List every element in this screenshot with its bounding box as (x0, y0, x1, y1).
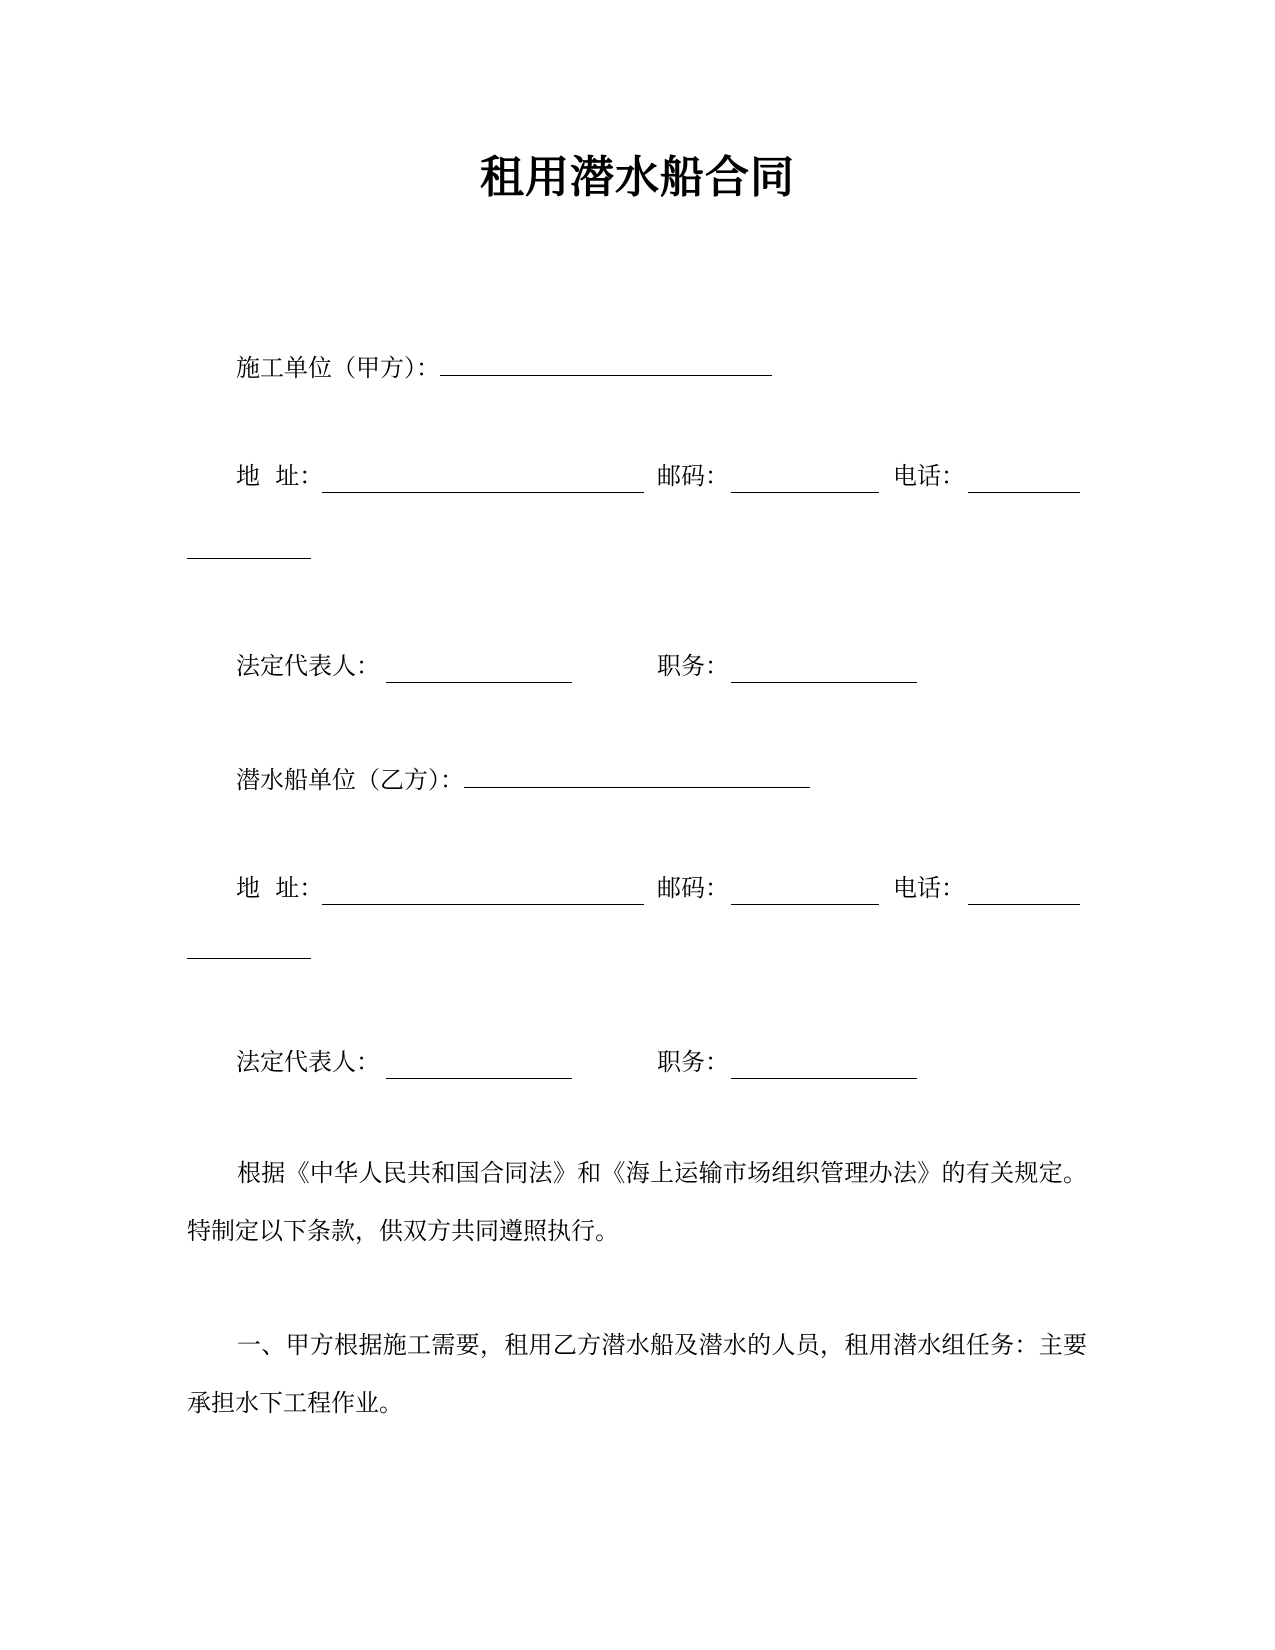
party-b-rep-blank[interactable] (386, 1056, 572, 1079)
party-a-contact-row (236, 460, 323, 492)
party-b-address-blank[interactable] (322, 882, 644, 905)
party-a-phone-blank-continued[interactable] (187, 536, 311, 559)
party-a-position-label: 职务： (657, 652, 729, 680)
clause-1-paragraph: 一、甲方根据施工需要，租用乙方潜水船及潜水的人员，租用潜水组任务：主要承担水下工程作业。 (187, 1331, 1087, 1417)
party-a-phone-blank[interactable] (968, 470, 1080, 493)
party-a-address-blank[interactable] (322, 470, 644, 493)
document-title: 租用潜水船合同 (480, 152, 795, 203)
party-b-unit-blank[interactable] (464, 765, 810, 788)
party-a-position-blank[interactable] (731, 660, 917, 683)
party-b-rep-label: 法定代表人： (236, 1048, 380, 1076)
party-b-address-label: 地 址： (236, 874, 324, 902)
party-a-rep-label: 法定代表人： (236, 652, 380, 680)
party-b-position-label: 职务： (657, 1048, 729, 1076)
party-b-postcode-label: 邮码： (657, 874, 729, 902)
party-a-postcode-blank[interactable] (731, 470, 879, 493)
party-a-phone-label: 电话： (893, 462, 965, 490)
party-a-rep-blank[interactable] (386, 660, 572, 683)
party-a-unit-label: 施工单位（甲方）： (236, 354, 440, 382)
party-a-unit-blank[interactable] (440, 353, 772, 376)
party-a-postcode-label: 邮码： (657, 462, 729, 490)
party-a-unit-row (236, 352, 772, 384)
party-a-address-label: 地 址： (236, 462, 324, 490)
party-b-phone-blank[interactable] (968, 882, 1080, 905)
party-b-position-blank[interactable] (731, 1056, 917, 1079)
preamble-paragraph: 根据《中华人民共和国合同法》和《海上运输市场组织管理办法》的有关规定。特制定以下条款，供双方共同遵照执行。 (187, 1159, 1087, 1245)
party-b-phone-blank-continued[interactable] (187, 936, 311, 959)
party-b-unit-label: 潜水船单位（乙方）： (236, 766, 464, 794)
party-b-phone-label: 电话： (893, 874, 965, 902)
party-b-postcode-blank[interactable] (731, 882, 879, 905)
party-b-unit-row (236, 764, 810, 796)
